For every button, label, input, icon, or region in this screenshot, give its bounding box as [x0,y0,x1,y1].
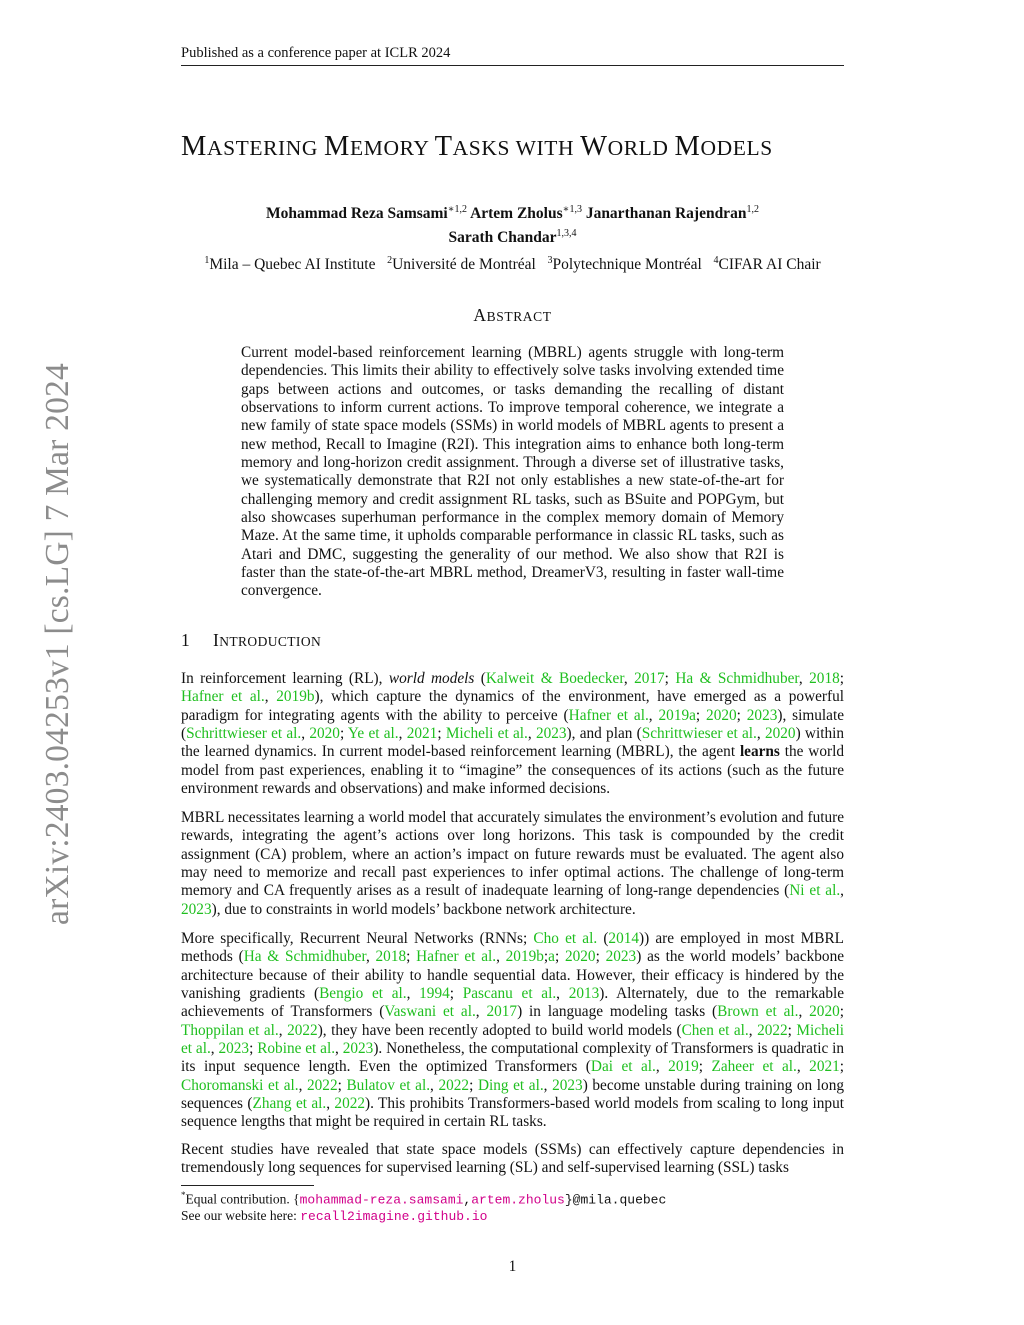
citation-link[interactable]: 2021 [406,725,438,743]
author-list: Mohammad Reza Samsami$^{∗1,2}$ Artem Zholus$^{∗1,3}$ Janarthanan Rajendran$^{1,2}$ Sarath Chandar$^{1,3,4}$ [266,204,759,247]
citation-link[interactable]: Hafner et al. [568,706,649,724]
citation-link[interactable]: Schrittwieser et al. [641,725,757,743]
citation-link[interactable]: Bulatov et al. [346,1076,431,1094]
citation-link[interactable]: Thoppilan et al. [181,1021,279,1039]
citation-link[interactable]: Ha & Schmidhuber [675,670,799,687]
footnote-website: See our website here: recall2imagine.github.io [181,1208,488,1224]
citation-link[interactable]: Micheli et al. [445,725,528,743]
citation-link[interactable]: 2023 [342,1040,374,1058]
email-link[interactable]: artem.zholus [471,1192,565,1208]
author-name: Janarthanan Rajendran [585,205,747,223]
intro-paragraph-1: In reinforcement learning (RL), world models (Kalweit & Boedecker, 2017; Ha & Schmidhuber, 2018; Hafner et al., 2019b), which capture the dynamics of the environment, have emerged as a powerful paradigm for integrating agents with the ability to perceive (Hafner et al., 2019a; 2020; 2023), simulate (Schrittwieser et al., 2020; Ye et al., 2021; Micheli et al., 2023), and plan (Schrittwieser et al., 2020) within the learned dynamics. In current model-based reinforcement learning (MBRL), the agent learns the world model from past experiences, enabling it to “imagine” the consequences of its actions (such as the future environment rewards and observations) and make informed decisions. [181,670,845,798]
affiliations: $^1$Mila – Quebec AI Institute $^2$Université de Montréal $^3$Polytechnique Montréal $^4$CIFAR AI Chair [204,255,821,274]
footnote-rule [181,1185,314,1186]
footnote-equal-contribution: *Equal contribution. {mohammad-reza.samsami,artem.zholus}@mila.quebec [181,1190,667,1208]
intro-paragraph-4: Recent studies have revealed that state space models (SSMs) can effectively capture dependencies in tremendously long sequences for supervised learning (SL) and self-supervised learning (SSL) tasks [181,1141,844,1177]
citation-link[interactable]: 2023 [218,1040,250,1058]
citation-link[interactable]: 2019 [668,1058,699,1076]
citation-link[interactable]: Ye et al. [347,725,399,743]
citation-link[interactable]: 2018 [375,948,407,966]
citation-link[interactable]: Brown et al. [717,1003,799,1021]
citation-link[interactable]: 2022 [757,1021,788,1039]
citation-link[interactable]: Ni et al. [789,882,841,900]
citation-link[interactable]: 2014 [608,930,640,947]
abstract-body: Current model-based reinforcement learning (MBRL) agents struggle with long-term dependencies. This limits their ability to effectively solve tasks involving extended time gaps between actions and outcomes, or tasks demanding the recalling of distant observations to inform current actions. To improve temporal coherence, we integrate a new family of state space models (SSMs) in world models of MBRL agents to present a new method, Recall to Imagine (R2I). This integration aims to enhance both long-term memory and long-horizon credit assignment. Through a diverse set of illustrative tasks, we systematically demonstrate that R2I not only establishes a new state-of-the-art for challenging memory and credit assignment RL tasks, such as BSuite and POPGym, but also showcases superhuman performance in the complex memory domain of Memory Maze. At the same time, it upholds comparable performance in classic RL tasks, such as Atari and DMC, suggesting the generality of our method. We also show that R2I is faster than the state-of-the-art MBRL method, DreamerV3, resulting in faster wall-time convergence. [241,344,784,600]
citation-link[interactable]: 2019a [658,706,696,724]
citation-link[interactable]: 2022 [287,1021,318,1039]
citation-link[interactable]: Robine et al. [257,1040,336,1058]
citation-link[interactable]: 2023 [605,948,637,966]
citation-link[interactable]: Cho et al. [533,930,598,947]
intro-paragraph-2: MBRL necessitates learning a world model that accurately simulates the environment’s evolution and future rewards, integrating the agent’s actions over long horizons. This task is compounded by the credit assignment (CA) problem, where an action’s impact on future rewards must be evaluated. The agent also may need to memorize and recall past experiences to infer optimal actions. The challenge of long-term memory and CA frequently arises as a result of inadequate learning of long-range dependencies (Ni et al., 2023), due to constraints in world models’ backbone network architecture. [181,809,844,918]
arxiv-stamp: arXiv:2403.04253v1 [cs.LG] 7 Mar 2024 [39,363,76,925]
citation-link[interactable]: 2019b [505,948,544,966]
citation-link[interactable]: 1994 [419,985,450,1003]
citation-link[interactable]: Pascanu et al. [462,985,557,1003]
citation-link[interactable]: Dai et al. [590,1058,656,1076]
citation-link[interactable]: 2019b [276,688,315,706]
citation-link[interactable]: a [548,948,555,966]
citation-link[interactable]: 2022 [438,1076,470,1094]
running-header: Published as a conference paper at ICLR 2024 [181,45,451,61]
citation-link[interactable]: Bengio et al. [319,985,407,1003]
citation-link[interactable]: 2020 [309,725,340,743]
citation-link[interactable]: Schrittwieser et al. [186,725,302,743]
paper-title: MASTERING MEMORY TASKS WITH WORLD MODELS [181,131,773,162]
citation-link[interactable]: 2023 [181,900,212,918]
author-name: Mohammad Reza Samsami [266,205,448,223]
citation-link[interactable]: 2017 [634,670,665,687]
citation-link[interactable]: 2021 [809,1058,840,1076]
abstract-heading: ABSTRACT [473,305,552,325]
citation-link[interactable]: Micheli et al. [181,1021,845,1058]
citation-link[interactable]: Vaswani et al. [384,1003,476,1021]
citation-link[interactable]: 2018 [809,670,840,687]
author-name: Sarath Chandar [448,229,557,247]
citation-link[interactable]: Ha & Schmidhuber [243,948,366,966]
citation-link[interactable]: 2023 [535,725,567,743]
citation-link[interactable]: 2020 [809,1003,840,1021]
citation-link[interactable]: 2020 [706,706,737,724]
citation-link[interactable]: Chen et al. [681,1021,749,1039]
author-name: Artem Zholus [470,205,563,223]
citation-link[interactable]: Ding et al. [477,1076,544,1094]
citation-link[interactable]: 2013 [568,985,600,1003]
section-heading-introduction: 1 INTRODUCTION [181,630,322,650]
citation-link[interactable]: Hafner et al. [416,948,497,966]
page-number: 1 [508,1258,517,1275]
citation-link[interactable]: 2023 [552,1076,583,1094]
citation-link[interactable]: 2022 [307,1076,338,1094]
citation-link[interactable]: Kalweit & Boedecker [485,670,624,687]
citation-link[interactable]: 2017 [486,1003,518,1021]
citation-link[interactable]: Hafner et al. [181,688,265,706]
citation-link[interactable]: 2020 [564,948,596,966]
citation-link[interactable]: 2020 [764,725,796,743]
citation-link[interactable]: Zhang et al. [252,1095,327,1113]
citation-link[interactable]: 2023 [746,706,778,724]
header-rule [181,65,844,66]
website-link[interactable]: recall2imagine.github.io [300,1209,488,1224]
intro-paragraph-3: More specifically, Recurrent Neural Networks (RNNs; Cho et al. (2014)) are employed in most MBRL methods (Ha & Schmidhuber, 2018; Hafner et al., 2019b;a; 2020; 2023) as the world models’ backbone architecture because of their ability to handle sequential data. However, their efficacy is hindered by the vanishing gradients (Bengio et al., 1994; Pascanu et al., 2013). Alternately, due to the remarkable achievements of Transformers (Vaswani et al., 2017) in language modeling tasks (Brown et al., 2020; Thoppilan et al., 2022), they have been recently adopted to build world models (Chen et al., 2022; Micheli et al., 2023; Robine et al., 2023). Nonetheless, the computational complexity of Transformers is quadratic in its input sequence length. Even the optimized Transformers (Dai et al., 2019; Zaheer et al., 2021; Choromanski et al., 2022; Bulatov et al., 2022; Ding et al., 2023) become unstable during training on long sequences (Zhang et al., 2022). This prohibits Transformers-based world models from scaling to long input sequence lengths that might be required in certain RL tasks. [181,930,845,1131]
citation-link[interactable]: Zaheer et al. [711,1058,797,1076]
email-link[interactable]: mohammad-reza.samsami [299,1192,464,1208]
citation-link[interactable]: 2022 [334,1095,366,1113]
citation-link[interactable]: Choromanski et al. [181,1076,299,1094]
